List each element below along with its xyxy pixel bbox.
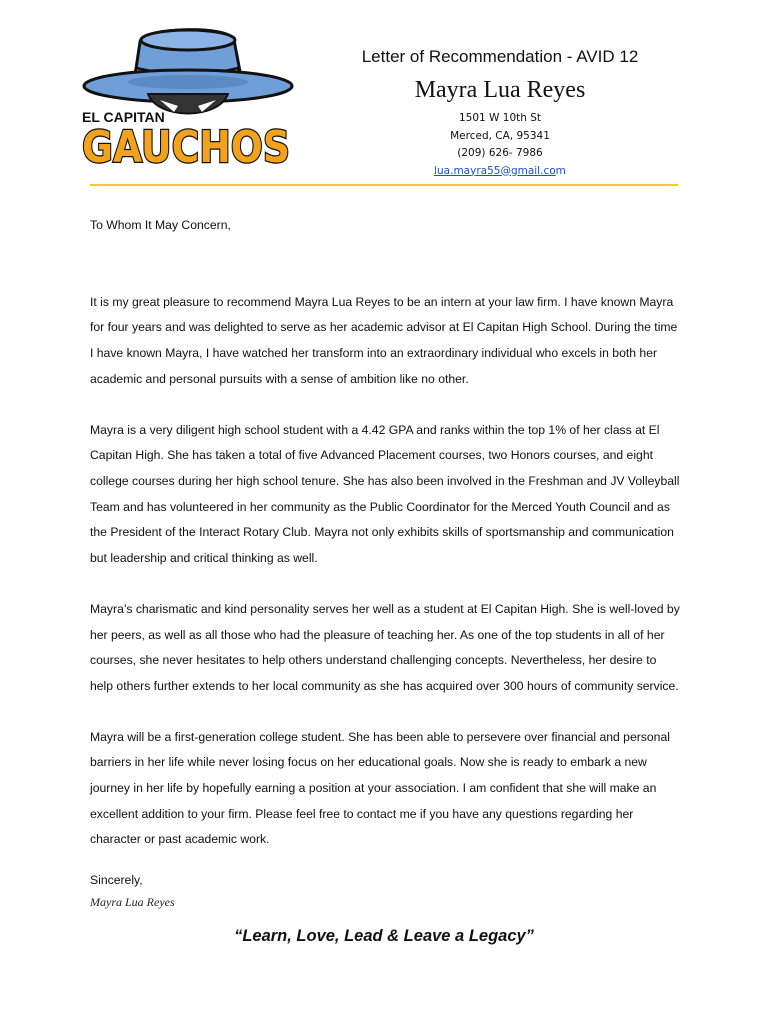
letter-title: Letter of Recommendation - AVID 12 — [361, 47, 639, 66]
email-link[interactable]: lua.mayra55@gmail.co — [434, 164, 556, 177]
closing: Sincerely, — [90, 873, 143, 887]
gaucho-hat-icon — [78, 24, 298, 174]
email-address — [320, 163, 680, 181]
phone-number: (209) 626- 7986 — [457, 147, 543, 159]
address-line-2: Merced, CA, 95341 — [450, 129, 550, 142]
header-divider — [90, 184, 678, 186]
letter-header — [320, 46, 680, 180]
recipient-name: Mayra Lua Reyes — [414, 77, 586, 103]
salutation: To Whom It May Concern, — [90, 218, 231, 232]
letter-body — [90, 213, 680, 853]
paragraph-2: Mayra is a very diligent high school student with a 4.42 GPA and ranks within the top 1% of her class at El Capitan High. She has taken a total of five Advanced Placement courses, two Honors courses, and eight college courses during her high school tenure. She has also been involved in the Freshman and JV Volleyball Team and has volunteered in her community as the Public Coordinator for the Merced Youth Council and as the President of the Interact Rotary Club. Mayra not only exhibits skills of sportsmanship and communication but leadership and critical thinking as well. — [90, 422, 680, 565]
paragraph-1: It is my great pleasure to recommend Mayra Lua Reyes to be an intern at your law firm. I have known Mayra for four years and was delighted to serve as her academic advisor at El Capitan High School. During the time I have known Mayra, I have watched her transform into an extraordinary individual who excels in both her academic and personal pursuits with a sense of ambition like no other. — [90, 294, 678, 386]
gauchos-logo — [78, 24, 298, 174]
signature: Mayra Lua Reyes — [90, 895, 175, 909]
logo-top-text: EL CAPITAN — [82, 109, 165, 125]
paragraph-3: Mayra’s charismatic and kind personality serves her well as a student at El Capitan High. She is well-loved by her peers, as well as all those who had the pleasure of teaching her. As one of the top students in all of her courses, she never hesitates to help others understand challenging concepts. Nevertheless, her desire to help others further extends to her local community as she has acquired over 300 hours of community service. — [90, 601, 680, 693]
email-tail: m — [555, 164, 566, 177]
paragraph-4: Mayra will be a first-generation college student. She has been able to persevere over financial and personal barriers in her life while never losing focus on her educational goals. Now she is ready to embark a new journey in her life by hopefully earning a position at your association. I am confident that she will make an excellent addition to your firm. Please feel free to contact me if you have any questions regarding her character or past academic work. — [90, 729, 670, 847]
motto: “Learn, Love, Lead & Leave a Legacy” — [234, 927, 534, 945]
logo-main-text: GAUCHOS — [82, 122, 290, 173]
address-line-1: 1501 W 10th St — [458, 112, 542, 124]
